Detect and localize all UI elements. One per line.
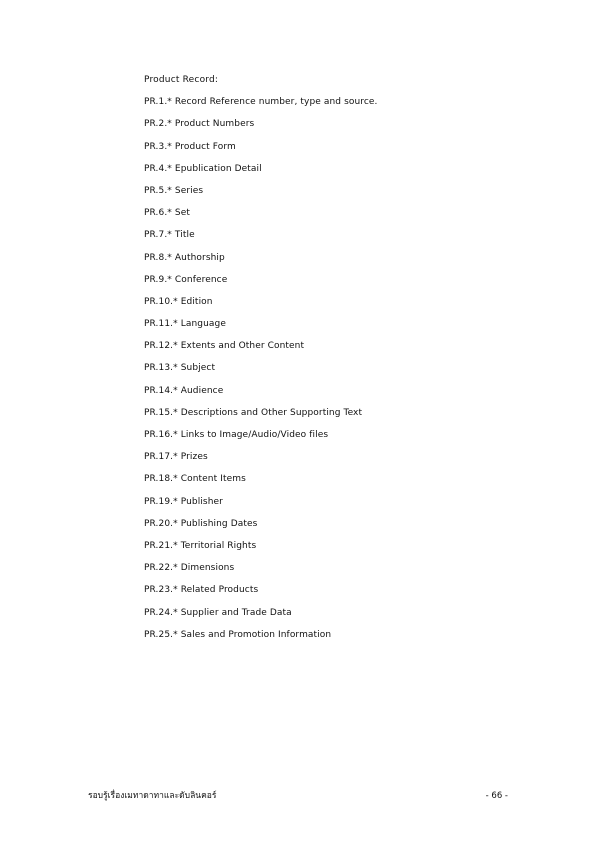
record-item (144, 561, 544, 575)
record-item (144, 317, 544, 331)
record-item (144, 450, 544, 464)
record-item (144, 406, 544, 420)
record-item (144, 606, 544, 620)
product-record-section (144, 73, 544, 650)
record-item (144, 583, 544, 597)
record-label: Publisher (180, 496, 223, 507)
record-code: PR.21.* (144, 540, 178, 551)
record-code: PR.16.* (144, 430, 178, 440)
record-label: Authorship (174, 252, 225, 263)
record-item (144, 295, 544, 309)
record-code: PR.25.* (144, 629, 178, 640)
record-item (144, 539, 544, 553)
record-item (144, 472, 544, 486)
record-code: PR.7.* (144, 230, 172, 241)
record-code: PR.22.* (144, 563, 178, 574)
record-item (144, 273, 544, 287)
record-item (144, 384, 544, 398)
record-item (144, 517, 544, 531)
record-label: Content Items (180, 474, 246, 485)
record-code: PR.12.* (144, 341, 178, 352)
record-item (144, 428, 544, 442)
record-code: PR.13.* (144, 363, 178, 374)
record-code: PR.9.* (144, 274, 172, 285)
record-label: Dimensions (180, 563, 235, 574)
record-code: PR.14.* (144, 385, 178, 396)
record-code: PR.17.* (144, 452, 178, 463)
record-item (144, 251, 544, 265)
record-label: Prizes (180, 452, 208, 463)
section-heading: Product Record: (144, 75, 219, 85)
record-label: Title (174, 230, 195, 241)
record-item (144, 339, 544, 353)
record-code: PR.4.* (144, 163, 172, 174)
record-code: PR.18.* (144, 474, 178, 485)
record-code: PR.15.* (144, 407, 178, 418)
record-code: PR.24.* (144, 607, 178, 618)
record-code: PR.2.* (144, 119, 172, 130)
record-label: Subject (180, 363, 216, 374)
record-item (144, 162, 544, 176)
record-label: Product Form (174, 141, 236, 152)
record-label: Product Numbers (174, 119, 255, 130)
record-code: PR.3.* (144, 141, 172, 152)
footer-title: รอบรู้เรื่องเมทาดาทาและดับลินคอร์ (88, 791, 217, 801)
page-number: - 66 - (485, 791, 508, 801)
record-code: PR.8.* (144, 252, 172, 263)
record-code: PR.1.* (144, 97, 172, 108)
record-item (144, 361, 544, 375)
record-label: Territorial Rights (180, 540, 257, 551)
record-code: PR.10.* (144, 296, 178, 307)
record-item (144, 140, 544, 154)
record-label: Related Products (180, 585, 259, 596)
record-code: PR.11.* (144, 319, 178, 330)
record-label: Set (174, 208, 191, 219)
record-label: Conference (174, 274, 228, 285)
record-item (144, 228, 544, 242)
record-code: PR.5.* (144, 185, 172, 196)
record-item (144, 95, 544, 109)
record-label: Links to Image/Audio/Video files (180, 430, 329, 440)
record-label: Descriptions and Other Supporting Text (180, 407, 363, 418)
record-item (144, 206, 544, 220)
record-label: Record Reference number, type and source. (174, 97, 378, 108)
record-code: PR.20.* (144, 518, 178, 529)
record-label: Extents and Other Content (180, 341, 305, 352)
record-label: Sales and Promotion Information (180, 629, 332, 640)
record-item (144, 184, 544, 198)
page-footer (88, 788, 508, 804)
record-label: Supplier and Trade Data (180, 607, 292, 618)
record-label: Edition (180, 296, 213, 307)
record-label: Language (180, 319, 226, 330)
record-code: PR.6.* (144, 208, 172, 219)
record-code: PR.23.* (144, 585, 178, 596)
record-item (144, 117, 544, 131)
record-list (144, 95, 544, 642)
record-label: Audience (180, 385, 224, 396)
record-label: Epublication Detail (174, 163, 262, 174)
record-code: PR.19.* (144, 496, 178, 507)
record-item (144, 495, 544, 509)
record-label: Publishing Dates (180, 518, 258, 529)
record-item (144, 628, 544, 642)
record-label: Series (174, 185, 204, 196)
